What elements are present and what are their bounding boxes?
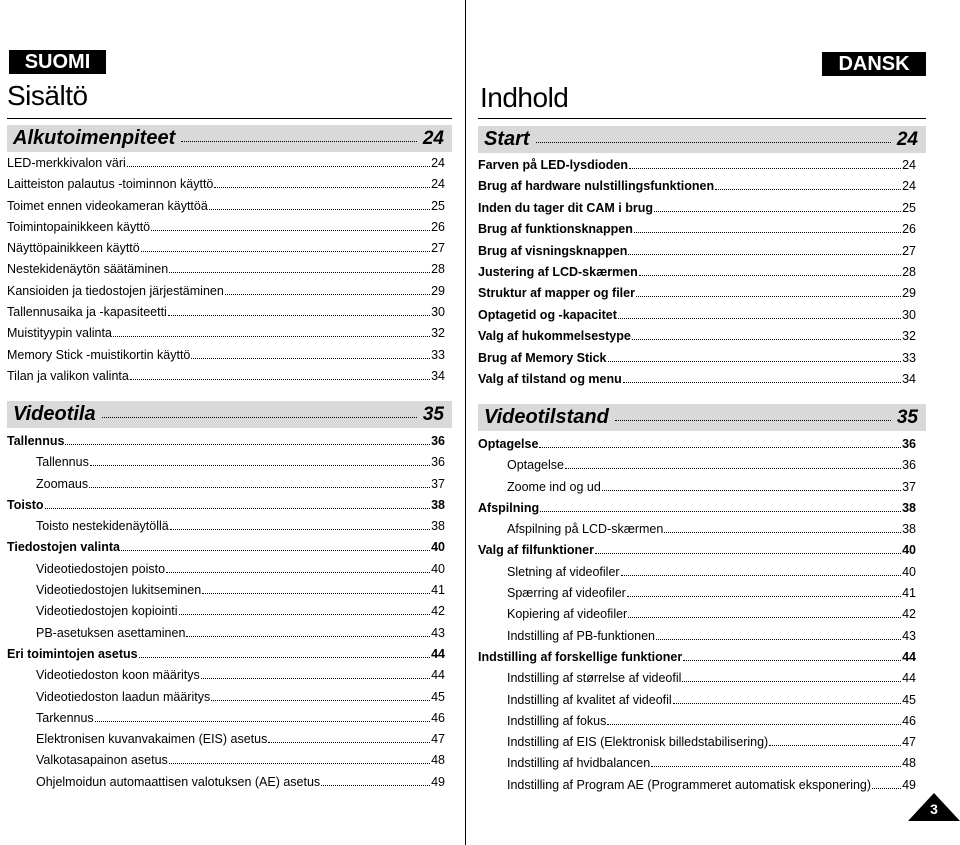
toc-entry[interactable] xyxy=(7,775,445,796)
entry-text: Sletning af videofiler xyxy=(507,564,620,579)
entry-page: 24 xyxy=(431,156,445,170)
entry-text: Kansioiden ja tiedostojen järjestäminen xyxy=(7,283,224,298)
entry-text: Zoomaus xyxy=(36,476,89,491)
toc-entry[interactable] xyxy=(478,201,916,222)
toc-entry[interactable] xyxy=(7,711,445,732)
leader-dots xyxy=(602,490,901,491)
right-header-rule xyxy=(478,118,926,119)
entry-page: 47 xyxy=(431,732,445,747)
entry-page: 44 xyxy=(431,646,445,661)
toc-entry[interactable] xyxy=(478,543,916,564)
entry-page: 29 xyxy=(902,286,916,301)
toc-entry[interactable] xyxy=(7,690,445,711)
entry-text: Indstilling af fokus xyxy=(507,713,607,728)
leader-dots xyxy=(139,657,431,658)
page-title-sisalto: Sisältö xyxy=(7,80,88,111)
entry-text: Afspilning på LCD-skærmen xyxy=(507,522,664,537)
toc-entry[interactable] xyxy=(478,244,916,265)
leader-dots xyxy=(321,785,430,786)
leader-dots xyxy=(636,296,901,297)
leader-dots xyxy=(769,745,901,746)
entry-page: 24 xyxy=(902,179,916,194)
entry-text: Brug af Memory Stick xyxy=(478,350,607,365)
section-title: Start xyxy=(484,128,530,150)
entry-page: 36 xyxy=(902,437,916,451)
entry-page: 36 xyxy=(902,458,916,473)
entry-text: Farven på LED-lysdioden xyxy=(478,158,629,172)
entry-text: Videotiedostojen lukitseminen xyxy=(36,583,202,598)
entry-page: 37 xyxy=(431,476,445,491)
entry-page: 43 xyxy=(431,625,445,640)
toc-entry[interactable] xyxy=(7,241,445,262)
toc-entry[interactable] xyxy=(478,480,916,501)
toc-entry[interactable] xyxy=(7,753,445,774)
toc-entry[interactable] xyxy=(7,220,445,241)
entry-page: 38 xyxy=(902,522,916,537)
section-page: 35 xyxy=(896,406,918,428)
entry-text: Struktur af mapper og filer xyxy=(478,286,635,301)
entry-page: 32 xyxy=(902,329,916,344)
toc-entry[interactable] xyxy=(7,668,445,689)
leader-dots xyxy=(607,724,901,725)
entry-text: Toimintopainikkeen käyttö xyxy=(7,219,151,234)
entry-page: 43 xyxy=(902,628,916,643)
entry-page: 24 xyxy=(431,177,445,192)
leader-dots xyxy=(628,254,901,255)
section-page: 24 xyxy=(422,127,444,149)
toc-entry[interactable] xyxy=(7,348,445,369)
section-page: 35 xyxy=(422,403,444,425)
leader-dots xyxy=(169,763,430,764)
leader-dots xyxy=(166,572,430,573)
entry-text: Afspilning xyxy=(478,500,540,515)
leader-dots xyxy=(121,550,430,551)
entry-text: Memory Stick -muistikortin käyttö xyxy=(7,347,191,362)
entry-text: Valkotasapainon asetus xyxy=(36,753,168,768)
leader-dots xyxy=(634,232,901,233)
toc-entry[interactable] xyxy=(478,308,916,329)
entry-page: 37 xyxy=(902,479,916,494)
toc-entry[interactable] xyxy=(478,179,916,200)
entry-page: 44 xyxy=(902,671,916,686)
entry-text: Tilan ja valikon valinta xyxy=(7,368,129,383)
leader-dots xyxy=(715,189,901,190)
entry-page: 49 xyxy=(431,774,445,789)
leader-dots xyxy=(656,639,901,640)
entry-page: 46 xyxy=(902,713,916,728)
entry-page: 30 xyxy=(431,305,445,320)
entry-page: 42 xyxy=(431,604,445,619)
entry-text: Inden du tager dit CAM i brug xyxy=(478,200,653,215)
toc-list-videotila xyxy=(7,434,445,796)
toc-entry[interactable] xyxy=(478,158,916,179)
entry-text: Spærring af videofiler xyxy=(507,586,626,601)
column-divider xyxy=(465,0,466,845)
entry-page: 25 xyxy=(902,200,916,215)
leader-dots xyxy=(654,211,901,212)
leader-dots xyxy=(608,361,902,362)
toc-entry[interactable] xyxy=(478,501,916,522)
entry-text: Brug af visningsknappen xyxy=(478,243,628,258)
toc-entry[interactable] xyxy=(478,586,916,607)
language-badge-suomi: SUOMI xyxy=(9,50,106,74)
toc-entry[interactable] xyxy=(478,756,916,777)
toc-entry[interactable] xyxy=(478,714,916,735)
entry-text: Indstilling af Program AE (Programmeret automatisk eksponering) xyxy=(507,777,872,792)
toc-entry[interactable] xyxy=(478,351,916,372)
leader-dots xyxy=(95,721,430,722)
entry-page: 38 xyxy=(431,497,445,512)
leader-dots xyxy=(201,678,430,679)
toc-entry[interactable] xyxy=(7,199,445,220)
entry-page: 34 xyxy=(431,368,445,383)
entry-page: 38 xyxy=(902,500,916,515)
entry-text: Näyttöpainikkeen käyttö xyxy=(7,241,140,256)
entry-page: 41 xyxy=(902,586,916,601)
entry-page: 26 xyxy=(902,222,916,237)
section-header-videotilstand xyxy=(478,404,926,431)
toc-entry[interactable] xyxy=(7,434,445,455)
entry-text: Toisto xyxy=(7,497,44,512)
leader-dots xyxy=(90,465,430,466)
entry-text: Laitteiston palautus -toiminnon käyttö xyxy=(7,177,214,192)
entry-page: 27 xyxy=(431,241,445,256)
entry-text: Indstilling af forskellige funktioner xyxy=(478,649,683,664)
toc-entry[interactable] xyxy=(478,522,916,543)
leader-dots xyxy=(682,681,901,682)
entry-text: Videotiedostojen poisto xyxy=(36,561,166,576)
leader-dots xyxy=(268,742,430,743)
entry-page: 49 xyxy=(902,777,916,792)
entry-text: Optagetid og -kapacitet xyxy=(478,307,617,322)
leader-dots xyxy=(595,553,901,554)
page-number: 3 xyxy=(930,801,938,817)
entry-text: Zoome ind og ud xyxy=(507,479,601,494)
toc-entry[interactable] xyxy=(7,540,445,561)
entry-text: Optagelse xyxy=(478,437,539,451)
entry-text: Tallennus xyxy=(36,455,89,470)
entry-text: Elektronisen kuvanvakaimen (EIS) asetus xyxy=(36,732,268,747)
entry-text: Videotiedoston laadun määritys xyxy=(36,689,211,704)
entry-text: LED-merkkivalon väri xyxy=(7,156,126,170)
entry-page: 36 xyxy=(431,455,445,470)
entry-text: Indstilling af kvalitet af videofil xyxy=(507,692,672,707)
leader-dots xyxy=(65,444,430,445)
entry-page: 40 xyxy=(431,561,445,576)
leader-dots xyxy=(45,508,431,509)
leader-dots xyxy=(565,468,901,469)
toc-entry[interactable] xyxy=(7,455,445,476)
entry-page: 24 xyxy=(902,158,916,172)
leader-dots xyxy=(169,272,430,273)
entry-page: 47 xyxy=(902,735,916,750)
section-header-videotila xyxy=(7,401,452,428)
leader-dots xyxy=(209,209,430,210)
leader-dots xyxy=(202,593,430,594)
toc-entry[interactable] xyxy=(7,177,445,198)
toc-list-videotilstand xyxy=(478,437,916,799)
entry-page: 27 xyxy=(902,243,916,258)
entry-page: 33 xyxy=(902,350,916,365)
toc-entry[interactable] xyxy=(478,329,916,350)
leader-dots xyxy=(539,447,901,448)
left-header-rule xyxy=(7,118,452,119)
entry-text: Tallennus xyxy=(7,434,65,448)
toc-entry[interactable] xyxy=(7,369,445,390)
toc-list-alkutoimenpiteet xyxy=(7,156,445,390)
entry-text: Videotiedoston koon määritys xyxy=(36,668,200,683)
toc-entry[interactable] xyxy=(478,671,916,692)
section-page: 24 xyxy=(896,128,918,150)
entry-text: Videotiedostojen kopiointi xyxy=(36,604,178,619)
entry-page: 40 xyxy=(902,543,916,558)
toc-entry[interactable] xyxy=(7,156,445,177)
toc-entry[interactable] xyxy=(478,607,916,628)
toc-entry[interactable] xyxy=(478,372,916,393)
leader-dots xyxy=(683,660,901,661)
leader-dots xyxy=(872,788,901,789)
entry-text: Tallennusaika ja -kapasiteetti xyxy=(7,305,167,320)
toc-entry[interactable] xyxy=(478,222,916,243)
entry-text: Nestekidenäytön säätäminen xyxy=(7,262,169,277)
entry-text: Indstilling af størrelse af videofil xyxy=(507,671,682,686)
entry-text: Indstilling af hvidbalancen xyxy=(507,756,651,771)
entry-page: 45 xyxy=(902,692,916,707)
entry-page: 33 xyxy=(431,347,445,362)
leader-dots xyxy=(186,636,430,637)
toc-entry[interactable] xyxy=(478,437,916,458)
leader-dots xyxy=(191,358,430,359)
entry-page: 41 xyxy=(431,583,445,598)
entry-page: 40 xyxy=(431,540,445,555)
leader-dots xyxy=(540,511,901,512)
leader-dots xyxy=(664,532,901,533)
leader-dots xyxy=(629,168,901,169)
leader-dots xyxy=(673,703,901,704)
entry-text: Muistityypin valinta xyxy=(7,326,112,341)
section-title: Videotila xyxy=(13,403,96,425)
toc-entry[interactable] xyxy=(478,735,916,756)
leader-dots xyxy=(141,251,430,252)
leader-dots xyxy=(113,336,430,337)
toc-entry[interactable] xyxy=(478,650,916,671)
entry-page: 48 xyxy=(431,753,445,768)
entry-page: 36 xyxy=(431,434,445,448)
leader-dots xyxy=(151,230,430,231)
leader-dots xyxy=(628,617,901,618)
toc-entry[interactable] xyxy=(478,778,916,799)
section-header-alkutoimenpiteet xyxy=(7,125,452,152)
leader-dots xyxy=(168,315,430,316)
leader-dots xyxy=(632,339,901,340)
toc-entry[interactable] xyxy=(7,262,445,283)
entry-page: 44 xyxy=(431,668,445,683)
page-title-indhold: Indhold xyxy=(480,82,569,113)
toc-entry[interactable] xyxy=(7,519,445,540)
toc-entry[interactable] xyxy=(7,626,445,647)
entry-page: 28 xyxy=(431,262,445,277)
leader-dots xyxy=(179,614,431,615)
entry-page: 46 xyxy=(431,710,445,725)
entry-text: Toimet ennen videokameran käyttöä xyxy=(7,198,208,213)
entry-text: Valg af tilstand og menu xyxy=(478,371,622,386)
leader-dots xyxy=(211,700,430,701)
entry-page: 29 xyxy=(431,283,445,298)
section-title: Alkutoimenpiteet xyxy=(13,127,176,149)
toc-entry[interactable] xyxy=(478,286,916,307)
toc-entry[interactable] xyxy=(7,732,445,753)
leader-dots xyxy=(627,596,901,597)
section-title: Videotilstand xyxy=(484,406,609,428)
entry-text: Tiedostojen valinta xyxy=(7,540,120,555)
leader-dots xyxy=(639,275,901,276)
leader-dots xyxy=(651,766,901,767)
language-badge-dansk: DANSK xyxy=(822,52,926,76)
entry-text: Kopiering af videofiler xyxy=(507,607,628,622)
toc-entry[interactable] xyxy=(478,265,916,286)
entry-page: 28 xyxy=(902,264,916,279)
entry-page: 25 xyxy=(431,198,445,213)
toc-entry[interactable] xyxy=(478,629,916,650)
entry-text: Toisto nestekidenäytöllä xyxy=(36,519,169,534)
toc-entry[interactable] xyxy=(478,693,916,714)
entry-page: 48 xyxy=(902,756,916,771)
toc-entry[interactable] xyxy=(7,647,445,668)
entry-page: 34 xyxy=(902,371,916,386)
entry-text: Justering af LCD-skærmen xyxy=(478,264,638,279)
leader-dots xyxy=(615,408,891,421)
entry-page: 32 xyxy=(431,326,445,341)
leader-dots xyxy=(623,382,901,383)
entry-text: Eri toimintojen asetus xyxy=(7,646,138,661)
entry-text: Indstilling af PB-funktionen xyxy=(507,628,656,643)
toc-entry[interactable] xyxy=(478,458,916,479)
leader-dots xyxy=(225,294,430,295)
leader-dots xyxy=(130,379,430,380)
entry-text: Ohjelmoidun automaattisen valotuksen (AE) asetus xyxy=(36,774,321,789)
entry-text: Brug af hardware nulstillingsfunktionen xyxy=(478,179,715,194)
entry-text: Tarkennus xyxy=(36,710,94,725)
entry-page: 26 xyxy=(431,219,445,234)
entry-page: 40 xyxy=(902,564,916,579)
entry-text: PB-asetuksen asettaminen xyxy=(36,625,186,640)
entry-text: Valg af filfunktioner xyxy=(478,543,594,558)
entry-page: 42 xyxy=(902,607,916,622)
leader-dots xyxy=(214,187,430,188)
leader-dots xyxy=(536,130,891,143)
leader-dots xyxy=(102,405,417,418)
toc-entry[interactable] xyxy=(7,583,445,604)
toc-entry[interactable] xyxy=(7,604,445,625)
toc-entry[interactable] xyxy=(7,326,445,347)
leader-dots xyxy=(127,166,430,167)
toc-entry[interactable] xyxy=(7,562,445,583)
page-number-triangle-icon xyxy=(908,793,960,821)
entry-page: 45 xyxy=(431,689,445,704)
leader-dots xyxy=(618,318,901,319)
entry-text: Valg af hukommelsestype xyxy=(478,329,631,344)
toc-entry[interactable] xyxy=(7,305,445,326)
entry-page: 38 xyxy=(431,519,445,534)
entry-text: Brug af funktionsknappen xyxy=(478,222,633,237)
toc-entry[interactable] xyxy=(478,565,916,586)
leader-dots xyxy=(170,529,430,530)
entry-page: 30 xyxy=(902,307,916,322)
toc-list-start xyxy=(478,158,916,393)
leader-dots xyxy=(181,129,417,142)
toc-entry[interactable] xyxy=(7,284,445,305)
entry-text: Optagelse xyxy=(507,458,564,473)
section-header-start xyxy=(478,126,926,153)
leader-dots xyxy=(621,575,902,576)
entry-text: Indstilling af EIS (Elektronisk billedstabilisering) xyxy=(507,735,769,750)
leader-dots xyxy=(89,487,430,488)
entry-page: 44 xyxy=(902,649,916,664)
toc-entry[interactable] xyxy=(7,498,445,519)
toc-entry[interactable] xyxy=(7,477,445,498)
